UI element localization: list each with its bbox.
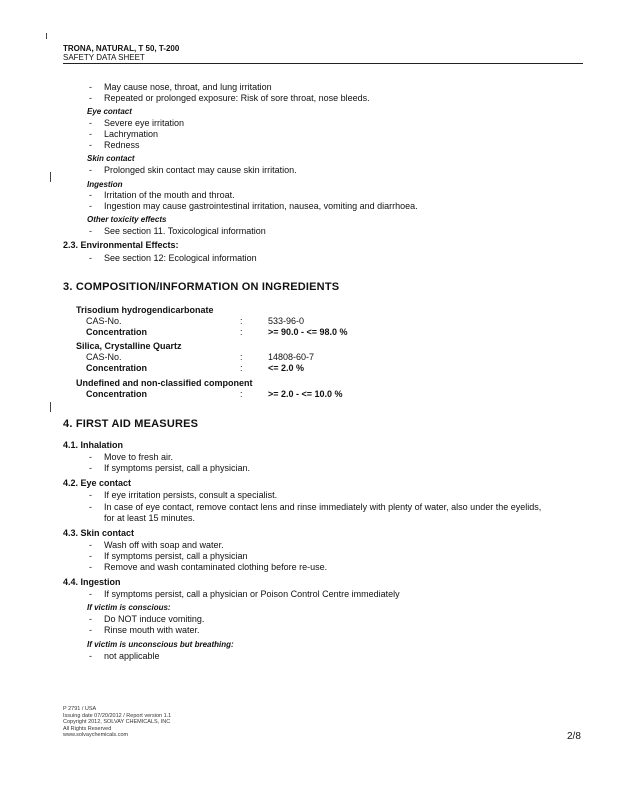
list-item: Rinse mouth with water. bbox=[104, 625, 200, 635]
cas-label: CAS-No. bbox=[86, 352, 122, 362]
ingredient-name: Trisodium hydrogendicarbonate bbox=[76, 305, 214, 315]
section-heading: 4.4. Ingestion bbox=[63, 577, 121, 587]
document-header bbox=[63, 44, 179, 62]
section-4-title: 4. FIRST AID MEASURES bbox=[63, 418, 199, 430]
list-item: Severe eye irritation bbox=[104, 118, 185, 128]
list-item: May cause nose, throat, and lung irritation bbox=[104, 82, 272, 92]
footer-line: Issuing date 07/20/2012 / Report version 1.1 bbox=[63, 712, 172, 719]
list-item: Irritation of the mouth and throat. bbox=[104, 190, 235, 200]
section-3-title: 3. COMPOSITION/INFORMATION ON INGREDIENTS bbox=[63, 281, 340, 293]
list-item: Prolonged skin contact may cause skin irritation. bbox=[104, 165, 297, 175]
list-item: If symptoms persist, call a physician bbox=[104, 551, 248, 561]
page-number: 2/8 bbox=[567, 731, 581, 742]
cas-value: 533-96-0 bbox=[268, 316, 305, 326]
subheading: If victim is unconscious but breathing: bbox=[87, 640, 234, 649]
list-item: Lachrymation bbox=[104, 129, 159, 139]
concentration-label: Concentration bbox=[86, 327, 148, 337]
list-item: If eye irritation persists, consult a specialist. bbox=[104, 490, 278, 500]
section-heading: 4.3. Skin contact bbox=[63, 528, 135, 538]
list-item-continued: for at least 15 minutes. bbox=[104, 513, 196, 523]
subheading: Eye contact bbox=[87, 107, 132, 116]
concentration-label: Concentration bbox=[86, 389, 148, 399]
list-item: See section 11. Toxicological information bbox=[104, 226, 266, 236]
document-footer bbox=[63, 706, 171, 739]
list-item: Move to fresh air. bbox=[104, 452, 174, 462]
footer-line: www.solvaychemicals.com bbox=[63, 732, 129, 738]
footer-line: P 2791 / USA bbox=[63, 706, 97, 712]
header-divider bbox=[63, 63, 583, 64]
list-item: Repeated or prolonged exposure: Risk of sore throat, nose bleeds. bbox=[104, 93, 370, 103]
list-item: Remove and wash contaminated clothing before re-use. bbox=[104, 562, 328, 572]
footer-line: Copyright 2012, SOLVAY CHEMICALS, INC bbox=[63, 719, 171, 725]
margin-mark-1 bbox=[50, 172, 51, 182]
cas-value: 14808-60-7 bbox=[268, 352, 315, 362]
concentration-value: <= 2.0 % bbox=[268, 363, 305, 373]
list-item: See section 12: Ecological information bbox=[104, 253, 257, 263]
list-item: Redness bbox=[104, 140, 140, 150]
section-heading: 4.1. Inhalation bbox=[63, 440, 124, 450]
footer-line: All Rights Reserved bbox=[63, 725, 112, 732]
margin-mark-2 bbox=[50, 402, 51, 412]
concentration-label: Concentration bbox=[86, 363, 148, 373]
subheading: If victim is conscious: bbox=[87, 603, 171, 612]
concentration-value: >= 90.0 - <= 98.0 % bbox=[268, 327, 348, 337]
list-item: In case of eye contact, remove contact lens and rinse immediately with plenty of water, also under the eyelids, bbox=[104, 502, 542, 512]
section-heading: 2.3. Environmental Effects: bbox=[63, 240, 179, 250]
section-heading: 4.2. Eye contact bbox=[63, 478, 132, 488]
list-item: Wash off with soap and water. bbox=[104, 540, 224, 550]
document-type: SAFETY DATA SHEET bbox=[63, 53, 145, 62]
list-item: If symptoms persist, call a physician or Poison Control Centre immediately bbox=[104, 589, 400, 599]
ingredient-name: Silica, Crystalline Quartz bbox=[76, 341, 182, 351]
list-item: Ingestion may cause gastrointestinal irritation, nausea, vomiting and diarrhoea. bbox=[104, 201, 418, 211]
list-item: not applicable bbox=[104, 651, 160, 661]
margin-mark-top bbox=[46, 33, 47, 39]
list-item: If symptoms persist, call a physician. bbox=[104, 463, 251, 473]
cas-label: CAS-No. bbox=[86, 316, 122, 326]
ingredient-name: Undefined and non-classified component bbox=[76, 378, 253, 388]
list-item: Do NOT induce vomiting. bbox=[104, 614, 205, 624]
subheading: Ingestion bbox=[87, 180, 123, 189]
subheading: Other toxicity effects bbox=[87, 215, 167, 224]
subheading: Skin contact bbox=[87, 154, 135, 163]
product-title: TRONA, NATURAL, T 50, T-200 bbox=[63, 44, 180, 53]
concentration-value: >= 2.0 - <= 10.0 % bbox=[268, 389, 343, 399]
